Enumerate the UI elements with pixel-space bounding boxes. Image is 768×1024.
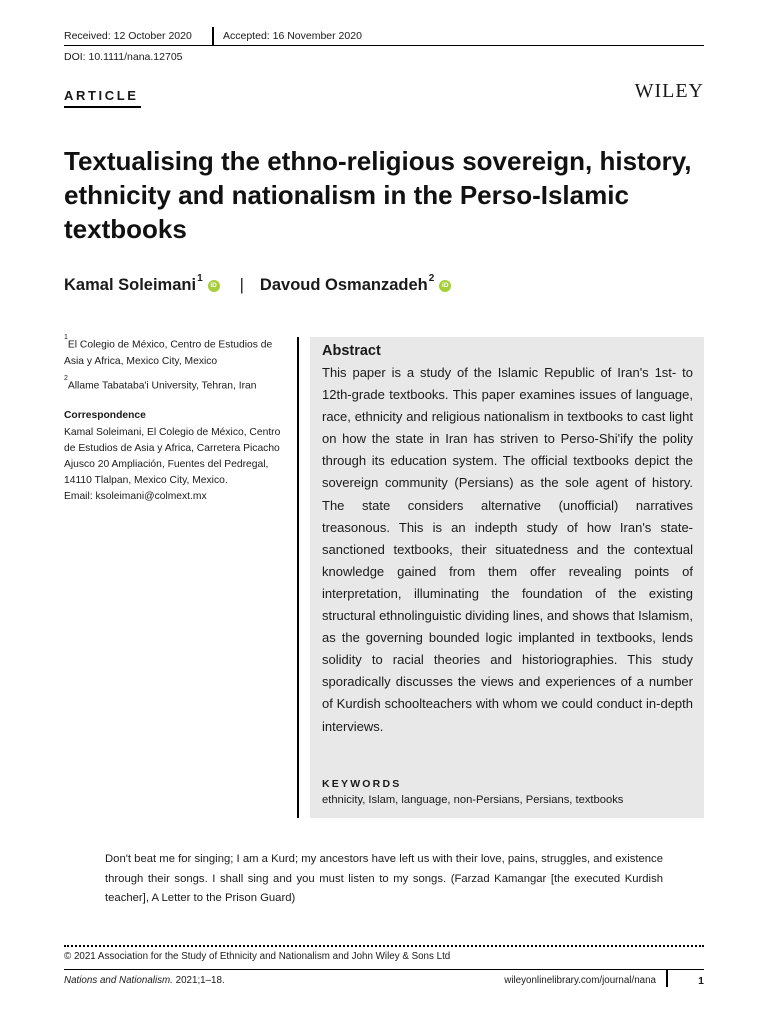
footer-dotted-rule [64, 945, 704, 947]
article-type-underline [64, 106, 141, 108]
epigraph-quote: Don't beat me for singing; I am a Kurd; my ancestors have left us with their love, pains, struggles, and existence through their songs. I shall sing and you must listen to my songs. (Farzad Kamangar [the executed Kurdish teacher], A Letter to the Prison Guard) [105, 853, 663, 905]
abstract-heading: Abstract [322, 343, 381, 359]
author-name: Kamal Soleimani [64, 276, 197, 294]
affiliation-text: Allame Tabataba'i University, Tehran, Iran [67, 380, 257, 392]
affiliation [64, 334, 289, 370]
abstract-text: This paper is a study of the Islamic Republic of Iran's 1st- to 12th-grade textbooks. This paper examines issues of language, race, ethnicity and religious nationalism in textbooks to cast light on how the state in Iran has striven to Perso-Shi'ify the polity through its education system. The official textbooks depict the sovereign community (Persians) as the sole agent of history. The state considers alternative (unofficial) narratives treasonous. This is an indepth study of how Iran's state-sanctioned textbooks, their situatedness and the contextual knowledge gained from them offer revealing points of interpretation, illuminating the foundation of the existing structural ethnolinguistic dividing lines, and shows that Islamism, as the governing bounded logic implanted in textbooks, lends solidity to racial theories and historiographies. This study sporadically discusses the views and experiences of a number of Kurdish schoolteachers with whom we could conduct in-depth interviews. [322, 365, 693, 734]
correspondence-address: Kamal Soleimani, El Colegio de México, Centro de Estudios de Asia y Africa, Carretera Picacho Ajusco 20 Ampliación, Fuentes del Pedregal, 14110 Tlalpan, Mexico City, Mexico. [64, 426, 281, 487]
orcid-icon[interactable]: iD [208, 280, 220, 292]
paper-title: Textualising the ethno-religious sovereign, history, ethnicity and nationalism in the Perso-Islamic textbooks [64, 146, 692, 244]
column-divider [297, 337, 299, 818]
header-rule [64, 45, 704, 46]
publisher-logo: WILEY [634, 80, 704, 102]
author-separator: | [239, 276, 244, 294]
footer-separator [666, 969, 668, 987]
author-list [64, 273, 451, 295]
journal-citation [64, 975, 225, 986]
page-number: 1 [698, 975, 704, 987]
affiliation [64, 375, 289, 395]
accepted-date: Accepted: 16 November 2020 [223, 30, 362, 42]
copyright-notice: © 2021 Association for the Study of Ethnicity and Nationalism and John Wiley & Sons Ltd [64, 951, 451, 962]
journal-website-link[interactable]: wileyonlinelibrary.com/journal/nana [504, 975, 656, 986]
affiliation-marker: 1 [64, 334, 68, 341]
keywords-list: ethnicity, Islam, language, non-Persians, Persians, textbooks [322, 794, 624, 806]
affiliation-text: El Colegio de México, Centro de Estudios de Asia y Africa, Mexico City, Mexico [64, 339, 273, 367]
journal-name: Nations and Nationalism. [64, 975, 173, 986]
correspondence-email[interactable]: Email: ksoleimani@colmext.mx [64, 491, 207, 503]
author-affiliation-marker: 2 [428, 273, 435, 284]
correspondence-heading: Correspondence [64, 410, 146, 422]
article-type-label: ARTICLE [64, 88, 139, 103]
affiliations-panel [64, 334, 289, 506]
orcid-icon[interactable]: iD [439, 280, 451, 292]
journal-volume-info: 2021;1–18. [172, 975, 225, 986]
footer-rule [64, 969, 704, 970]
affiliation-marker: 2 [64, 374, 68, 382]
keywords-heading: KEYWORDS [322, 778, 402, 790]
doi[interactable]: DOI: 10.1111/nana.12705 [64, 51, 183, 63]
author-affiliation-marker: 1 [197, 273, 203, 284]
received-date: Received: 12 October 2020 [64, 30, 192, 42]
header-separator [212, 27, 214, 46]
author-name: Davoud Osmanzadeh [259, 276, 428, 294]
